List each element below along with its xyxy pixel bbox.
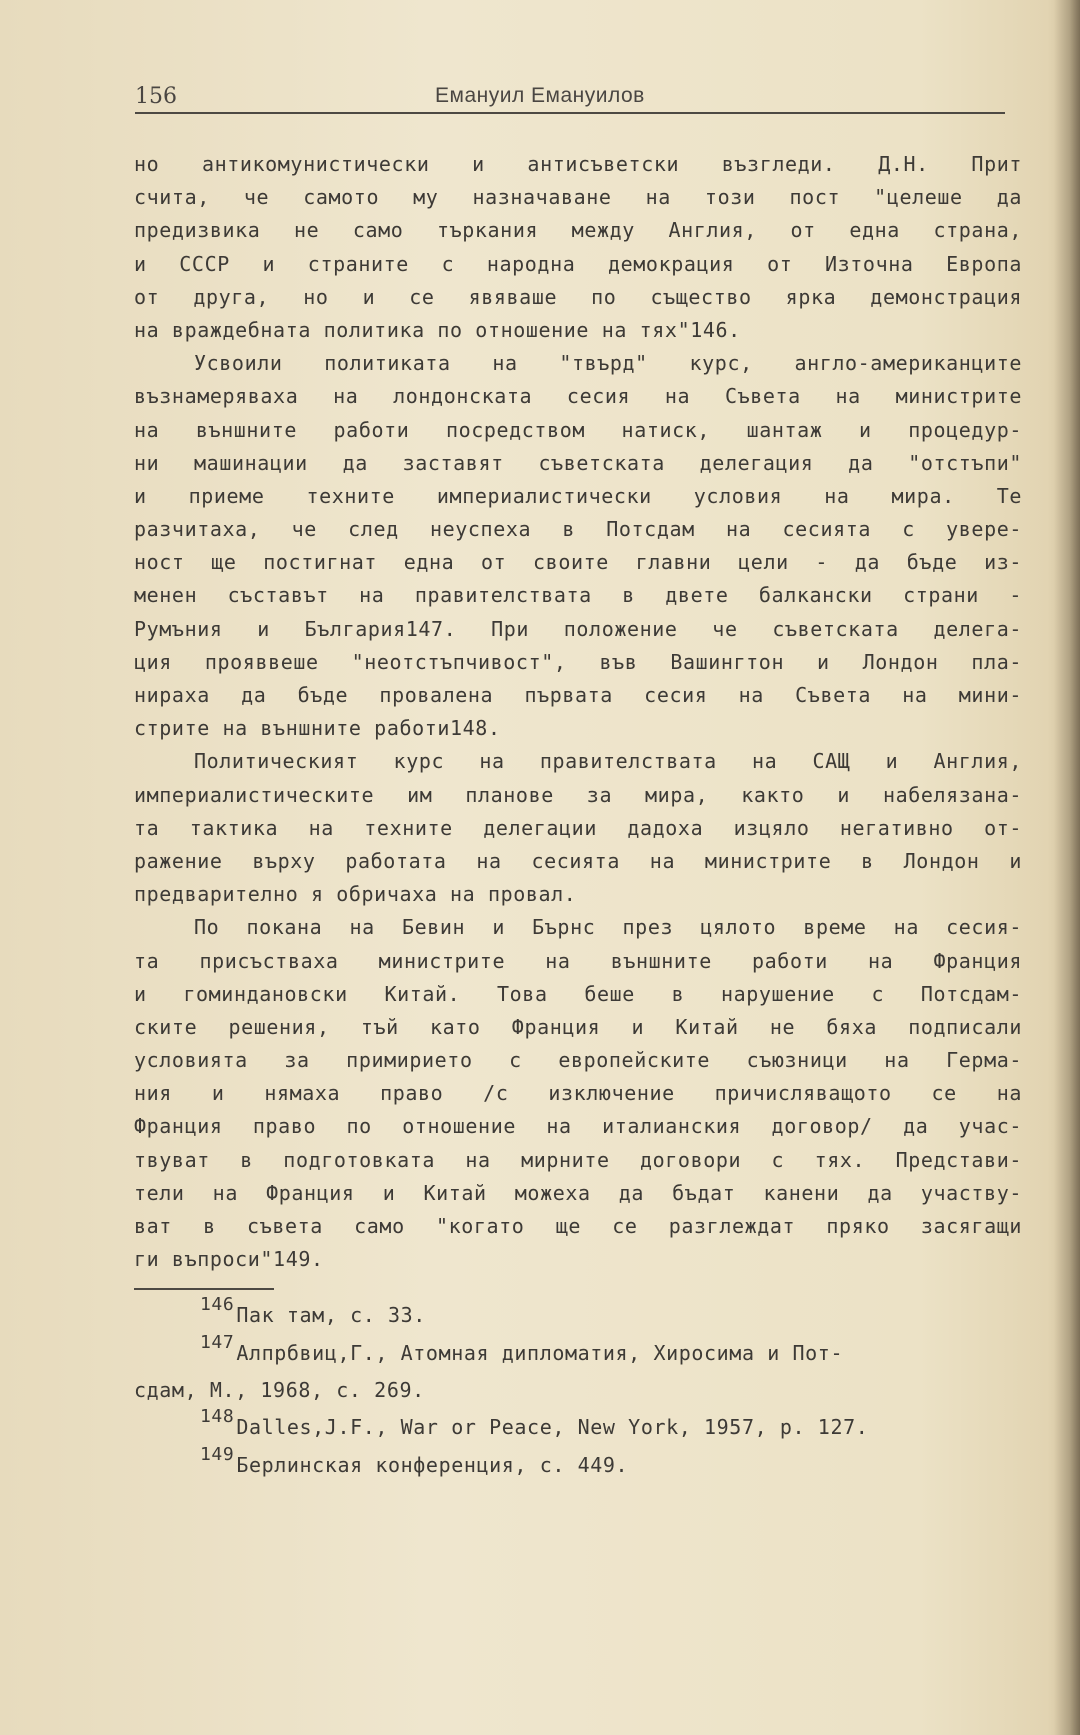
footnote-149 — [134, 1446, 1034, 1484]
text-line: ват в съвета само "когато ще се разглеждат пряко засягащи — [134, 1214, 1022, 1238]
footnote-mark: 148 — [200, 1406, 235, 1427]
footnote-147 — [134, 1334, 1034, 1372]
text-line: на външните работи посредством натиск, шантаж и процедур- — [134, 417, 1022, 442]
body-text — [134, 148, 1022, 1276]
text-line: ност ще постигнат една от своите главни цели - да бъде из- — [134, 550, 1022, 575]
text-line: Франция право по отношение на италианския договор/ да учас- — [134, 1114, 1022, 1139]
text-line: ния и нямаха право /с изключение причисляващото се на — [134, 1081, 1022, 1106]
text-line: условията за примирието с европейските съюзници на Герма- — [134, 1048, 1022, 1073]
text-line: и СССР и страните с народна демокрация от Източна Европа — [134, 251, 1022, 276]
footnote-text: Алпрбвиц,Г., Атомная дипломатия, Хиросима и Пот- — [236, 1341, 844, 1365]
footnotes — [134, 1296, 1034, 1484]
text-line: но антикомунистически и антисъветски възгледи. Д.Н. Прит — [134, 152, 1022, 176]
text-line: По покана на Бевин и Бърнс през цялото време на сесия- — [194, 915, 1022, 940]
text-line: и гоминдановски Китай. Това беше в нарушение с Потсдам- — [134, 981, 1022, 1006]
text-line: Политическият курс на правителствата на САЩ и Англия, — [194, 749, 1022, 774]
text-line: от друга, но и се явяваше по същество ярка демонстрация — [134, 284, 1022, 309]
text-line: разчитаха, че след неуспеха в Потсдам на сесията с увере- — [134, 517, 1022, 542]
page-edge-shadow — [1054, 0, 1080, 1735]
footnote-text: Берлинская конференция, с. 449. — [236, 1453, 629, 1477]
footnote-mark: 149 — [200, 1444, 235, 1465]
footnote-text: Dalles,J.F., War or Peace, New York, 1957, p. 127. — [236, 1415, 869, 1439]
text-line: ция прояввеше "неотстъпчивост", във Вашингтон и Лондон пла- — [134, 649, 1022, 674]
text-line: твуват в подготовката на мирните договори с тях. Представи- — [134, 1147, 1022, 1172]
footnote-rule — [134, 1288, 274, 1290]
footnote-146 — [134, 1296, 1034, 1334]
footnote-continuation: сдам, М., 1968, с. 269. — [134, 1378, 425, 1402]
text-line: нираха да бъде провалена първата сесия на Съвета на мини- — [134, 683, 1022, 707]
page-header — [135, 84, 1005, 114]
footnote-148 — [134, 1408, 1034, 1446]
footnote-text: Пак там, с. 33. — [236, 1303, 426, 1327]
text-line: империалистическите им планове за мира, както и набелязана- — [134, 782, 1022, 807]
running-head: Емануил Емануилов — [435, 84, 645, 107]
text-line: тели на Франция и Китай можеха да бъдат канени да участву- — [134, 1180, 1022, 1205]
page-number: 156 — [135, 84, 177, 109]
header-rule — [135, 112, 1005, 114]
text-line: та тактика на техните делегации дадоха изцяло негативно от- — [134, 815, 1022, 840]
text-line: възнамеряваха на лондонската сесия на Съвета на министрите — [134, 384, 1022, 409]
text-line: на враждебната политика по отношение на тях"146. — [134, 317, 741, 342]
text-line: ги въпроси"149. — [134, 1247, 324, 1272]
text-line: Усвоили политиката на "твърд" курс, англо-американците — [194, 351, 1022, 376]
text-line: ни машинации да заставят съветската делегация да "отстъпи" — [134, 450, 1022, 475]
footnote-mark: 146 — [200, 1294, 235, 1315]
text-line: та присъстваха министрите на външните работи на Франция — [134, 948, 1022, 973]
text-line: ражение върху работата на сесията на министрите в Лондон и — [134, 848, 1022, 873]
text-line: Румъния и България147. При положение че съветската делега- — [134, 616, 1022, 641]
text-line: счита, че самото му назначаване на този пост "целеше да — [134, 185, 1022, 210]
footnote-mark: 147 — [200, 1332, 235, 1353]
text-line: ските решения, тъй като Франция и Китай не бяха подписали — [134, 1014, 1022, 1039]
text-line: предизвика не само търкания между Англия, от една страна, — [134, 218, 1022, 243]
text-line: менен съставът на правителствата в двете балкански страни - — [134, 583, 1022, 608]
text-line: предварително я обричаха на провал. — [134, 882, 577, 907]
text-line: стрите на външните работи148. — [134, 716, 501, 741]
text-line: и приеме техните империалистически условия на мира. Те — [134, 483, 1022, 508]
